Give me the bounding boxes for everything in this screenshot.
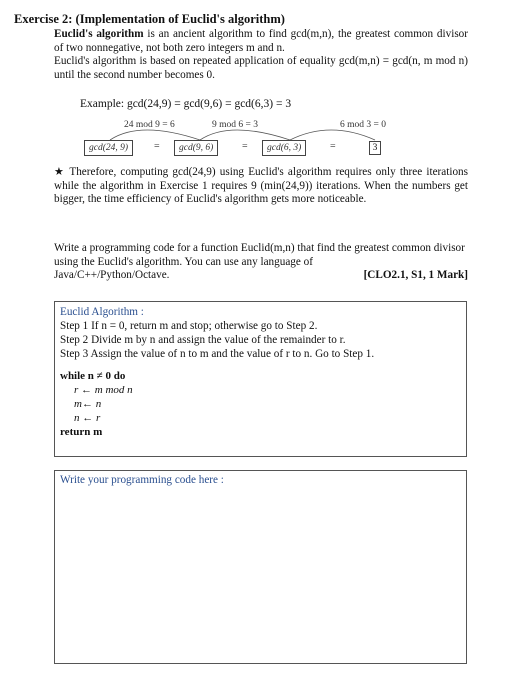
algorithm-title: Euclid Algorithm : bbox=[60, 306, 144, 318]
algorithm-box bbox=[54, 301, 467, 457]
therefore-paragraph: ★ Therefore, computing gcd(24,9) using Euclid's algorithm requires only three iterations while the algorithm in Exercise 1 requires 9 (min(24,9)) iterations. When the numbers get bigger, the time efficiency of Euclid's algorithm gets more noticeable. bbox=[54, 166, 468, 206]
mod-label-2: 9 mod 6 = 3 bbox=[212, 120, 258, 130]
intro-lead: Euclid's algorithm bbox=[54, 28, 144, 40]
task-languages: Java/C++/Python/Octave. bbox=[54, 269, 170, 282]
code-prompt: Write your programming code here : bbox=[60, 474, 224, 486]
intro-paragraph bbox=[54, 28, 468, 82]
intro-second: Euclid's algorithm is based on repeated application of equality gcd(m,n) = gcd(n, m mod n) until the second number becomes 0. bbox=[54, 55, 468, 81]
gcd-box-2: gcd(9, 6) bbox=[174, 140, 218, 156]
diagram-arcs bbox=[80, 118, 380, 142]
pseudo-while: while n ≠ 0 do bbox=[60, 370, 126, 382]
task-marks: [CLO2.1, S1, 1 Mark] bbox=[363, 269, 468, 282]
algorithm-step-3: Step 3 Assign the value of n to m and the value of r to n. Go to Step 1. bbox=[60, 348, 375, 360]
equals-3: = bbox=[330, 141, 336, 152]
gcd-result-box: 3 bbox=[369, 141, 381, 155]
gcd-box-3: gcd(6, 3) bbox=[262, 140, 306, 156]
intro-rest: is an ancient algorithm to find gcd(m,n), the greatest common divisor of two nonnegative, not both zero integers m and n. bbox=[54, 28, 468, 54]
mod-label-3: 6 mod 3 = 0 bbox=[340, 120, 386, 130]
task-paragraph bbox=[54, 242, 468, 283]
exercise-title: Exercise 2: (Implementation of Euclid's algorithm) bbox=[14, 12, 285, 26]
algorithm-step-2: Step 2 Divide m by n and assign the value of the remainder to r. bbox=[60, 334, 346, 346]
task-row bbox=[54, 269, 468, 283]
mod-label-1: 24 mod 9 = 6 bbox=[124, 120, 175, 130]
pseudo-line-2: m← n bbox=[74, 398, 102, 410]
pseudo-line-3: n ← r bbox=[74, 412, 101, 424]
code-answer-box[interactable] bbox=[54, 470, 467, 664]
equals-2: = bbox=[242, 141, 248, 152]
pseudo-return: return m bbox=[60, 426, 103, 438]
example-line: Example: gcd(24,9) = gcd(9,6) = gcd(6,3) = 3 bbox=[80, 98, 292, 110]
algorithm-step-1: Step 1 If n = 0, return m and stop; otherwise go to Step 2. bbox=[60, 320, 318, 332]
gcd-box-1: gcd(24, 9) bbox=[84, 140, 133, 156]
task-text: Write a programming code for a function Euclid(m,n) that find the greatest common divisor using the Euclid's algorithm. You can use any language of bbox=[54, 242, 465, 268]
equals-1: = bbox=[154, 141, 160, 152]
pseudo-line-1: r ← m mod n bbox=[74, 384, 133, 396]
